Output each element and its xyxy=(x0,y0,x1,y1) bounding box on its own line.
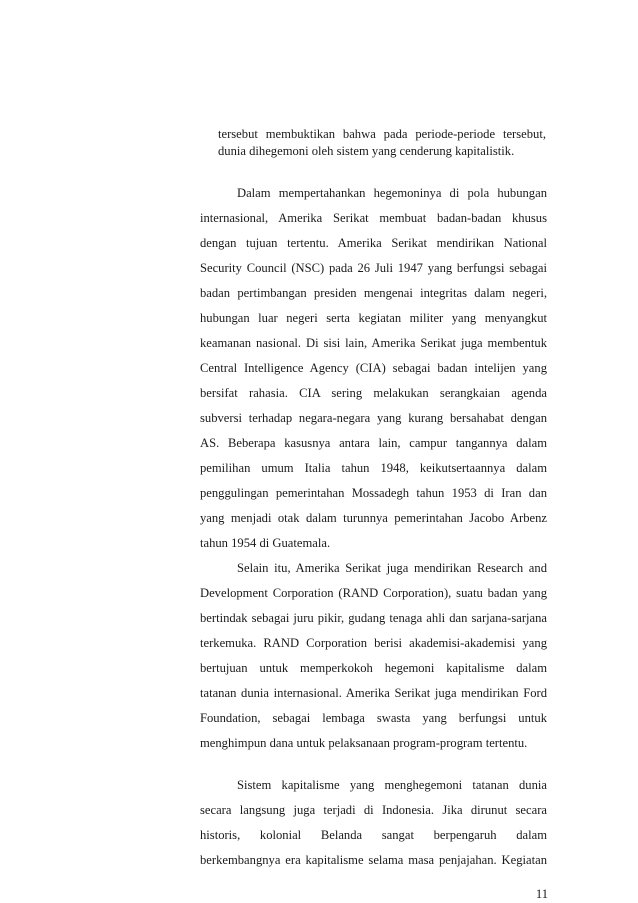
paragraph-line: Security Council (NSC) pada 26 Juli 1947 yang berfungsi sebagai xyxy=(200,261,547,275)
paragraph-line: bertindak sebagai juru pikir, gudang tenaga ahli dan sarjana-sarjana xyxy=(200,611,547,625)
paragraph-line: Foundation, sebagai lembaga swasta yang berfungsi untuk xyxy=(200,711,547,725)
paragraph-line: Selain itu, Amerika Serikat juga mendirikan Research and xyxy=(237,561,547,575)
page-number: 11 xyxy=(535,887,548,901)
paragraph-line: bersifat rahasia. CIA sering melakukan serangkaian agenda xyxy=(200,386,547,400)
paragraph-line: historis, kolonial Belanda sangat berpengaruh dalam xyxy=(200,828,547,842)
paragraph-line: Development Corporation (RAND Corporation), suatu badan yang xyxy=(200,586,547,600)
paragraph-line: tahun 1954 di Guatemala. xyxy=(200,536,331,550)
paragraph-line: menghimpun dana untuk pelaksanaan program-program tertentu. xyxy=(200,736,528,750)
quote-line: dunia dihegemoni oleh sistem yang cenderung kapitalistik. xyxy=(218,144,515,158)
paragraph-line: berkembangnya era kapitalisme selama masa penjajahan. Kegiatan xyxy=(200,853,547,867)
paragraph-line: dengan tujuan tertentu. Amerika Serikat mendirikan National xyxy=(200,236,547,250)
paragraph-line: keamanan nasional. Di sisi lain, Amerika Serikat juga membentuk xyxy=(200,336,547,350)
paragraph-line: AS. Beberapa kasusnya antara lain, campur tangannya dalam xyxy=(200,436,547,450)
paragraph-line: pemilihan umum Italia tahun 1948, keikutsertaannya dalam xyxy=(200,461,547,475)
paragraph-line: bertujuan untuk memperkokoh hegemoni kapitalisme dalam xyxy=(200,661,547,675)
paragraph-line: subversi terhadap negara-negara yang kurang bersahabat dengan xyxy=(200,411,547,425)
paragraph-line: hubungan luar negeri serta kegiatan militer yang menyangkut xyxy=(200,311,547,325)
paragraph-line: badan pertimbangan presiden mengenai integritas dalam negeri, xyxy=(200,286,547,300)
paragraph-line: Dalam mempertahankan hegemoninya di pola hubungan xyxy=(237,186,547,200)
paragraph-line: penggulingan pemerintahan Mossadegh tahun 1953 di Iran dan xyxy=(200,486,547,500)
paragraph-line: yang menjadi otak dalam turunnya pemerintahan Jacobo Arbenz xyxy=(200,511,547,525)
paragraph-line: tatanan dunia internasional. Amerika Serikat juga mendirikan Ford xyxy=(200,686,547,700)
paragraph-line: secara langsung juga terjadi di Indonesia. Jika dirunut secara xyxy=(200,803,547,817)
paragraph-line: Central Intelligence Agency (CIA) sebagai badan intelijen yang xyxy=(200,361,547,375)
paragraph-line: Sistem kapitalisme yang menghegemoni tatanan dunia xyxy=(237,778,547,792)
quote-line: tersebut membuktikan bahwa pada periode-periode tersebut, xyxy=(218,127,546,141)
paragraph-line: terkemuka. RAND Corporation berisi akademisi-akademisi yang xyxy=(200,636,547,650)
paragraph-line: internasional, Amerika Serikat membuat badan-badan khusus xyxy=(200,211,547,225)
